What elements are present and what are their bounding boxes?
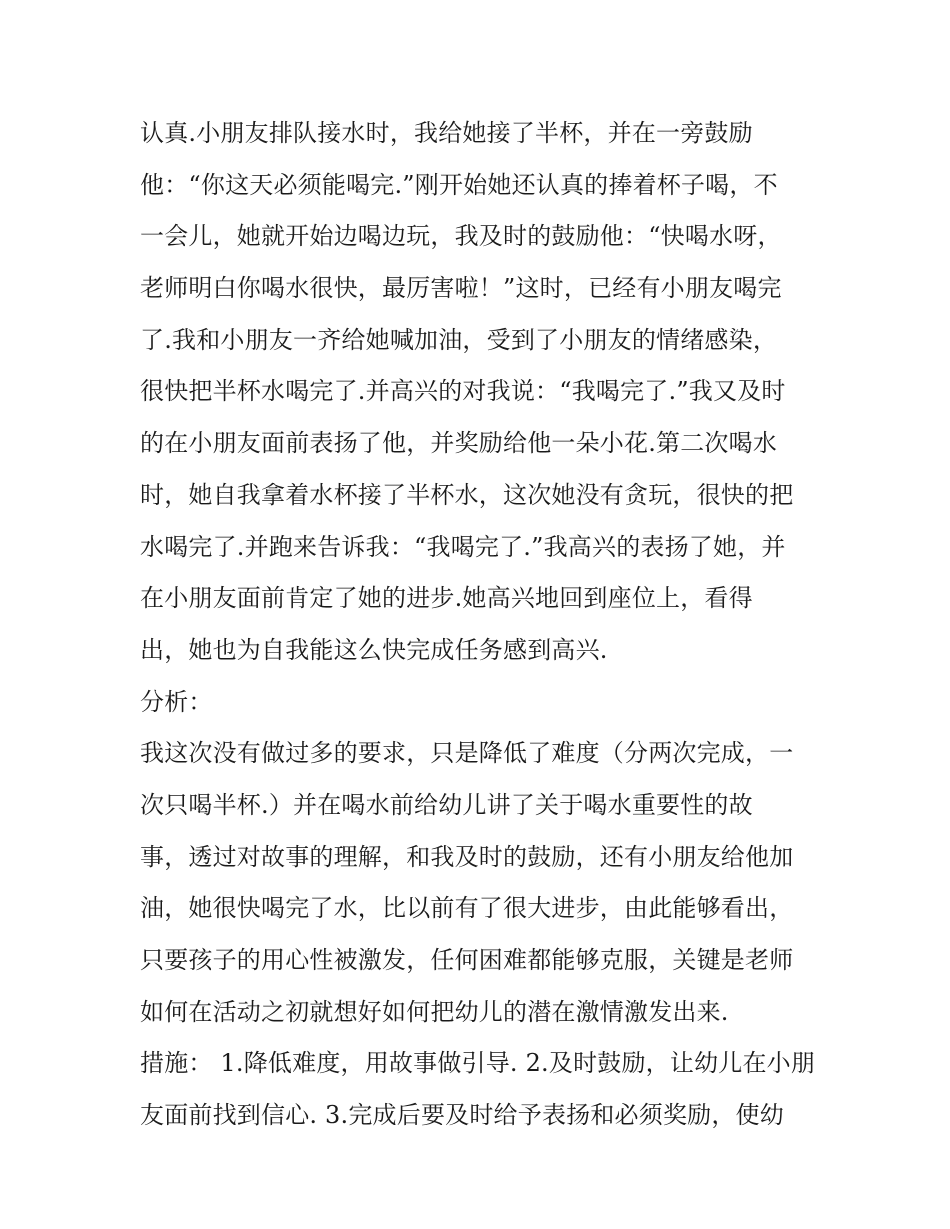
text-line: 一会儿，她就开始边喝边玩，我及时的鼓励他：“快喝水呀， <box>140 222 782 251</box>
text-line: 如何在活动之初就想好如何把幼儿的潜在激情激发出来. <box>140 997 729 1026</box>
text-line: 只要孩子的用心性被激发，任何困难都能够克服，关键是老师 <box>140 946 794 974</box>
text-line: 认真.小朋友排队接水时，我给她接了半杯，并在一旁鼓励 <box>140 119 753 147</box>
text-line: 很快把半杯水喝完了.并高兴的对我说：“我喝完了.”我又及时 <box>140 377 786 406</box>
text-line: 事，透过对故事的理解，和我及时的鼓励，还有小朋友给他加 <box>140 842 794 871</box>
text-line: 的在小朋友面前表扬了他，并奖励给他一朵小花.第二次喝水 <box>140 429 778 458</box>
text-line: 老师明白你喝水很快，最厉害啦！”这时，已经有小朋友喝完 <box>140 274 782 303</box>
text-line: 次只喝半杯.）并在喝水前给幼儿讲了关于喝水重要性的故 <box>140 790 753 819</box>
document-body <box>140 108 830 1142</box>
text-line: 他：“你这天必须能喝完.”刚开始她还认真的捧着杯子喝，不 <box>140 170 778 199</box>
text-line: 油，她很快喝完了水，比以前有了很大进步，由此能够看出， <box>140 894 794 923</box>
section-heading-analysis: 分析： <box>140 687 213 716</box>
text-line: 在小朋友面前肯定了她的进步.她高兴地回到座位上，看得 <box>140 584 753 613</box>
measures-line: 措施： 1.降低难度，用故事做引导. 2.及时鼓励，让幼儿在小朋 <box>140 1049 816 1078</box>
text-line: 水喝完了.并跑来告诉我：“我喝完了.”我高兴的表扬了她，并 <box>140 532 786 561</box>
text-line: 出，她也为自我能这么快完成任务感到高兴. <box>140 635 608 664</box>
text-line: 了.我和小朋友一齐给她喊加油，受到了小朋友的情绪感染， <box>140 325 778 354</box>
text-line: 友面前找到信心. 3.完成后要及时给予表扬和必须奖励，使幼 <box>140 1101 784 1130</box>
text-line: 我这次没有做过多的要求，只是降低了难度（分两次完成，一 <box>140 739 794 768</box>
text-line: 时，她自我拿着水杯接了半杯水，这次她没有贪玩，很快的把 <box>140 480 794 509</box>
